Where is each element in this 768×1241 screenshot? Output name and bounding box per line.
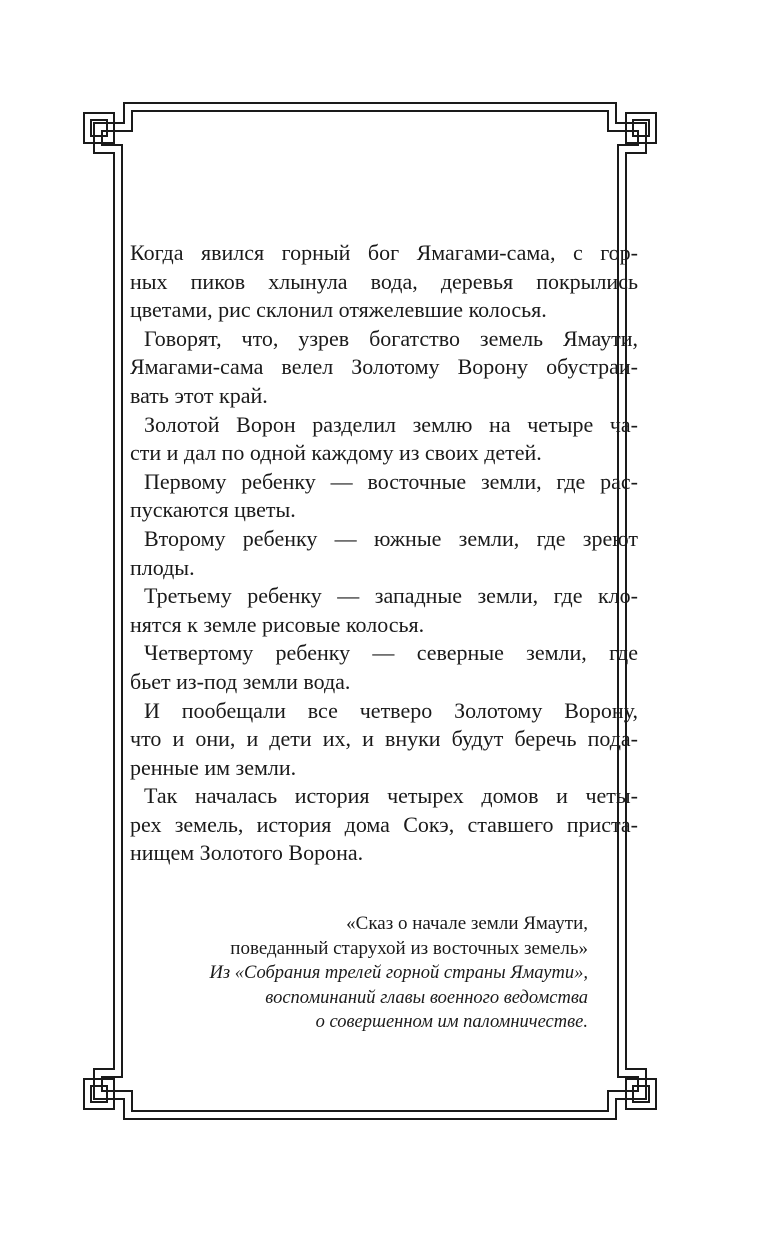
story-line: что и они, и дети их, и внуки будут беречь пода- xyxy=(130,726,638,752)
corner-ornament-top-left xyxy=(84,113,114,143)
story-line: И пообещали все четверо Золотому Ворону, xyxy=(144,697,638,723)
story-text xyxy=(130,239,638,868)
story-line: Третьему ребенку — западные земли, где кло- xyxy=(144,583,638,609)
story-line: нищем Золотого Ворона. xyxy=(130,840,364,866)
story-line: бьет из-под земли вода. xyxy=(130,668,351,694)
story-line: Так началась история четырех домов и четы- xyxy=(144,783,638,809)
source-attribution xyxy=(130,912,588,1035)
story-line: Четвертому ребенку — северные земли, где xyxy=(144,640,638,666)
story-line: Говорят, что, узрев богатство земель Ямаути, xyxy=(144,325,638,351)
story-line: нятся к земле рисовые колосья. xyxy=(130,611,425,637)
story-line: Золотой Ворон разделил землю на четыре ча- xyxy=(144,411,638,437)
story-line: Когда явился горный бог Ямагами-сама, с гор- xyxy=(130,240,638,265)
attribution-title-line: «Сказ о начале земли Ямаути, xyxy=(346,913,588,934)
attribution-title-line: поведанный старухой из восточных земель» xyxy=(230,937,588,959)
story-line: Первому ребенку — восточные земли, где рас- xyxy=(144,468,638,494)
story-line: вать этот край. xyxy=(130,382,268,408)
attribution-source-line: Из «Собрания трелей горной страны Ямаути», xyxy=(209,963,588,983)
story-line: цветами, рис склонил отяжелевшие колосья. xyxy=(130,297,547,323)
attribution-source-line: воспоминаний главы военного ведомства xyxy=(265,987,588,1008)
story-line: ных пиков хлынула вода, деревья покрылись xyxy=(130,268,638,294)
attribution-source-line: о совершенном им паломничестве. xyxy=(315,1012,588,1032)
story-line: пускаются цветы. xyxy=(130,497,296,523)
story-line: рех земель, история дома Сокэ, ставшего приста- xyxy=(130,811,638,837)
corner-ornament-top-right xyxy=(626,113,656,143)
story-line: Ямагами-сама велел Золотому Ворону обустраи- xyxy=(130,354,638,380)
story-line: ренные им земли. xyxy=(130,754,297,780)
corner-ornament-bottom-left xyxy=(84,1079,114,1109)
story-line: плоды. xyxy=(130,554,195,580)
story-line: Второму ребенку — южные земли, где зреют xyxy=(144,525,638,551)
corner-ornament-bottom-right xyxy=(626,1079,656,1109)
story-line: сти и дал по одной каждому из своих детей. xyxy=(130,440,542,466)
